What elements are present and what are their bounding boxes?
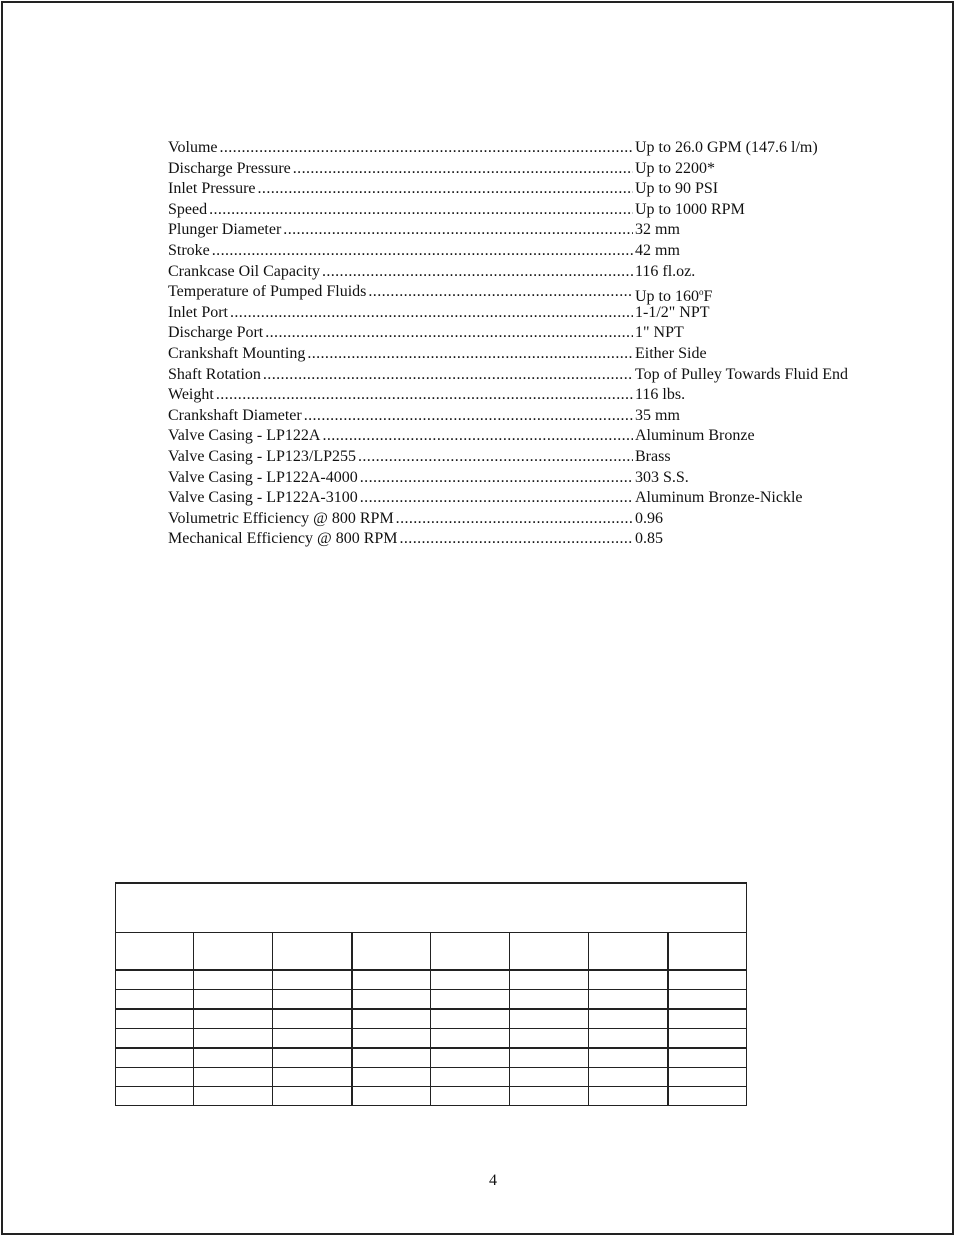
- spec-row: [168, 406, 868, 427]
- spec-row: [168, 468, 868, 489]
- dot-leader: [219, 139, 633, 156]
- spec-label: Discharge Pressure: [168, 159, 291, 177]
- table-header-row: [116, 933, 747, 971]
- spec-row: [168, 323, 868, 344]
- table-header-cell: [116, 933, 194, 971]
- spec-value: Up to 26.0 GPM (147.6 l/m): [635, 139, 818, 156]
- spec-label: Valve Casing - LP123/LP255: [168, 447, 356, 465]
- spec-value: 32 mm: [635, 221, 680, 239]
- table-row: [116, 1009, 747, 1029]
- spec-label: Shaft Rotation: [168, 365, 261, 383]
- dot-leader: [368, 283, 633, 300]
- spec-label: Valve Casing - LP122A-3100: [168, 489, 358, 507]
- spec-value: Aluminum Bronze: [635, 427, 755, 445]
- spec-row: [168, 282, 868, 306]
- spec-value: Up to 1000 RPM: [635, 200, 745, 218]
- spec-value: Up to 2200*: [635, 159, 715, 177]
- spec-label: Discharge Port: [168, 324, 264, 342]
- spec-value-number: Up to 160: [635, 288, 699, 306]
- spec-row: [168, 241, 868, 262]
- spec-label: Valve Casing - LP122A-4000: [168, 468, 358, 486]
- spec-row: [168, 365, 868, 386]
- spec-value: Brass: [635, 447, 671, 465]
- spec-row: [168, 509, 868, 530]
- table-row: [116, 970, 747, 990]
- spec-label: Inlet Port: [168, 303, 228, 321]
- spec-value: 1" NPT: [635, 324, 684, 342]
- spec-label: Crankcase Oil Capacity: [168, 262, 320, 280]
- spec-label: Weight: [168, 386, 214, 404]
- specifications-list: [168, 138, 868, 550]
- spec-label: Temperature of Pumped Fluids: [168, 283, 367, 301]
- spec-value: Aluminum Bronze-Nickle: [635, 489, 803, 507]
- table-header-cell: [510, 933, 589, 971]
- spec-value: 1-1/2" NPT: [635, 303, 710, 321]
- spec-label: Volumetric Efficiency @ 800 RPM: [168, 509, 394, 527]
- spec-value: 0.96: [635, 509, 663, 527]
- table-title-cell: [116, 883, 747, 933]
- dot-leader: [283, 221, 633, 238]
- table-row: [116, 1029, 747, 1049]
- degree-superscript: o: [699, 287, 704, 298]
- spec-label: Speed: [168, 200, 208, 218]
- table-header-cell: [668, 933, 747, 971]
- spec-value: 35 mm: [635, 406, 680, 424]
- spec-label: Volume: [168, 139, 218, 156]
- spec-row: [168, 179, 868, 200]
- dot-leader: [263, 366, 633, 383]
- table-row: [116, 1068, 747, 1087]
- spec-row: [168, 426, 868, 447]
- dot-leader: [304, 407, 633, 424]
- spec-row: [168, 200, 868, 221]
- dot-leader: [265, 324, 633, 341]
- spec-row: [168, 138, 868, 159]
- spec-row: [168, 447, 868, 468]
- table-row: [116, 1048, 747, 1068]
- table-header-cell: [194, 933, 273, 971]
- spec-label: Inlet Pressure: [168, 180, 256, 198]
- spec-label: Crankshaft Mounting: [168, 344, 306, 362]
- dot-leader: [307, 345, 633, 362]
- spec-row: [168, 220, 868, 241]
- spec-row: [168, 303, 868, 324]
- spec-value: 116 lbs.: [635, 386, 686, 404]
- spec-value: Up to 90 PSI: [635, 180, 719, 198]
- dot-leader: [322, 263, 633, 280]
- dot-leader: [258, 180, 633, 197]
- table-header-cell: [589, 933, 668, 971]
- spec-label: Mechanical Efficiency @ 800 RPM: [168, 530, 398, 548]
- spec-label: Plunger Diameter: [168, 221, 282, 239]
- dot-leader: [212, 242, 633, 259]
- spec-row: [168, 385, 868, 406]
- spec-row: [168, 159, 868, 180]
- dot-leader: [322, 427, 633, 444]
- dot-leader: [209, 201, 633, 218]
- dot-leader: [216, 386, 633, 403]
- spec-row: [168, 344, 868, 365]
- dot-leader: [293, 160, 633, 177]
- spec-row: [168, 529, 868, 550]
- spec-value: 116 fl.oz.: [635, 262, 696, 280]
- spec-value: Top of Pulley Towards Fluid End: [635, 365, 849, 383]
- dot-leader: [230, 304, 633, 321]
- dot-leader: [360, 489, 633, 506]
- spec-label: Crankshaft Diameter: [168, 406, 302, 424]
- spec-label: Valve Casing - LP122A: [168, 427, 321, 445]
- spec-value: 303 S.S.: [635, 468, 689, 486]
- spec-value-unit: F: [703, 288, 713, 306]
- spec-label: Stroke: [168, 241, 210, 259]
- table-row: [116, 1087, 747, 1106]
- blank-table: [115, 882, 747, 1106]
- spec-value: Either Side: [635, 344, 707, 362]
- table-header-cell: [431, 933, 510, 971]
- spec-row: [168, 262, 868, 283]
- spec-value: 42 mm: [635, 241, 680, 259]
- table-title-row: [116, 883, 747, 933]
- table-header-cell: [273, 933, 352, 971]
- spec-value: 0.85: [635, 530, 663, 548]
- dot-leader: [360, 469, 633, 486]
- table-header-cell: [352, 933, 431, 971]
- dot-leader: [400, 530, 634, 547]
- spec-row: [168, 488, 868, 509]
- table-row: [116, 990, 747, 1010]
- page-number: 4: [489, 1172, 497, 1189]
- dot-leader: [396, 510, 633, 527]
- dot-leader: [358, 448, 633, 465]
